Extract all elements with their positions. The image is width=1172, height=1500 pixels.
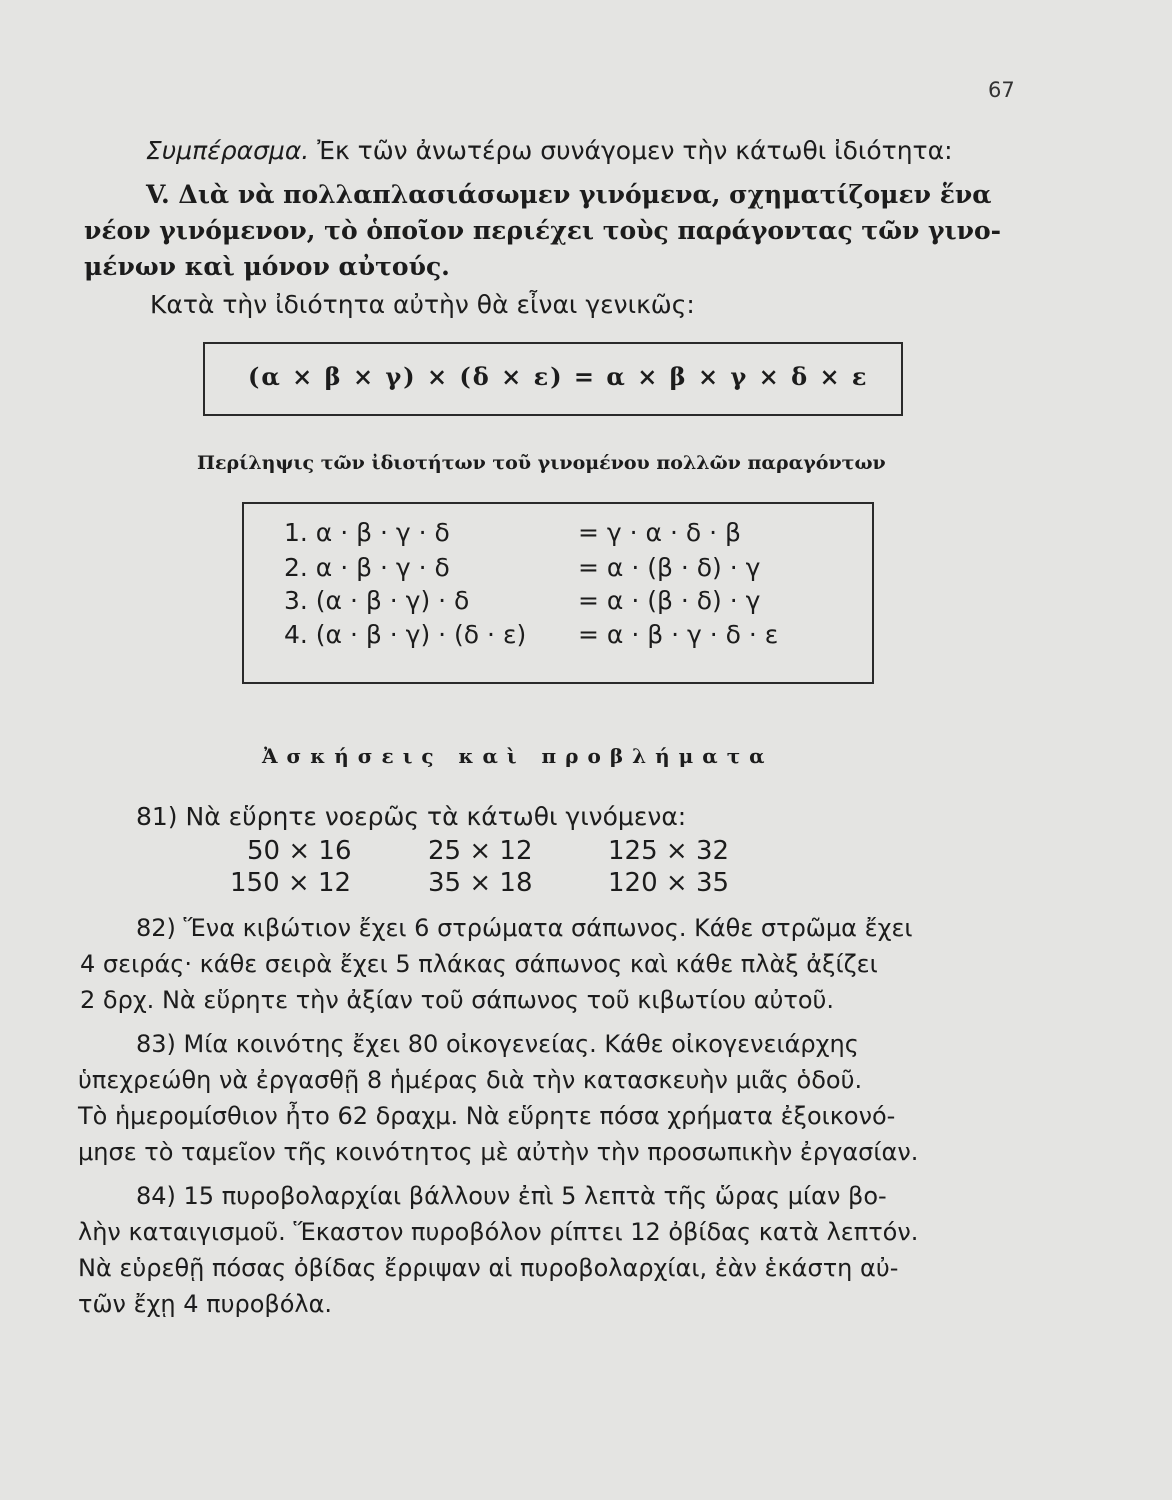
general-intro: Κατὰ τὴν ἰδιότητα αὐτὴν θὰ εἶναι γενικῶς:	[150, 290, 695, 319]
exercise-84-line-2: λὴν καταιγισμοῦ. Ἕκαστον πυροβόλον ρίπτει 12 ὀβίδας κατὰ λεπτόν.	[78, 1218, 919, 1246]
property-2-left: 2. α · β · γ · δ	[284, 553, 450, 582]
exercise-81-intro: 81) Νὰ εὕρητε νοερῶς τὰ κάτωθι γινόμενα:	[136, 802, 687, 831]
property-v-line-3: μένων καὶ μόνον αὐτούς.	[84, 252, 450, 281]
exercise-84-line-4: τῶν ἔχῃ 4 πυροβόλα.	[78, 1290, 333, 1318]
conclusion-line	[146, 136, 953, 165]
exercise-83-line-4: μησε τὸ ταμεῖον τῆς κοινότητος μὲ αὐτὴν τὴν προσωπικὴν ἐργασίαν.	[78, 1138, 919, 1166]
exercise-84-line-1: 84) 15 πυροβολαρχίαι βάλλουν ἐπὶ 5 λεπτὰ τῆς ὥρας μίαν βο-	[136, 1182, 887, 1210]
exercise-81-r2c2: 35 × 18	[428, 868, 533, 898]
exercise-82-line-1: 82) Ἕνα κιβώτιον ἔχει 6 στρώματα σάπωνος. Κάθε στρῶμα ἔχει	[136, 914, 913, 942]
exercise-83-line-2: ὑπεχρεώθη νὰ ἐργασθῇ 8 ἡμέρας διὰ τὴν κατασκευὴν μιᾶς ὁδοῦ.	[78, 1066, 863, 1094]
page-number: 67	[988, 78, 1015, 102]
property-4-left: 4. (α · β · γ) · (δ · ε)	[284, 620, 527, 649]
exercise-83-line-1: 83) Μία κοινότης ἔχει 80 οἰκογενείας. Κάθε οἰκογενειάρχης	[136, 1030, 859, 1058]
exercise-81-r1c2: 25 × 12	[428, 836, 533, 866]
summary-caption: Περίληψις τῶν ἰδιοτήτων τοῦ γινομένου πολλῶν παραγόντων	[197, 452, 886, 474]
property-v-line-1: V. Διὰ νὰ πολλαπλασιάσωμεν γινόμενα, σχηματίζομεν ἕνα	[146, 180, 992, 209]
property-4-right: = α · β · γ · δ · ε	[578, 620, 779, 649]
property-v-line-2: νέον γινόμενον, τὸ ὁποῖον περιέχει τοὺς παράγοντας τῶν γινο-	[84, 216, 1002, 245]
exercise-82-line-3: 2 δρχ. Νὰ εὕρητε τὴν ἀξίαν τοῦ σάπωνος τοῦ κιβωτίου αὐτοῦ.	[80, 986, 835, 1014]
conclusion-label: Συμπέρασμα.	[146, 136, 310, 165]
property-3-right: = α · (β · δ) · γ	[578, 586, 761, 615]
property-1-right: = γ · α · δ · β	[578, 518, 741, 547]
exercises-title: Ἀσκήσεις καὶ προβλήματα	[262, 744, 774, 768]
exercise-82-line-2: 4 σειράς· κάθε σειρὰ ἔχει 5 πλάκας σάπωνος καὶ κάθε πλὰξ ἀξίζει	[80, 950, 878, 978]
exercise-81-r1c3: 125 × 32	[608, 836, 730, 866]
conclusion-text: Ἐκ τῶν ἀνωτέρω συνάγομεν τὴν κάτωθι ἰδιότητα:	[309, 136, 953, 165]
general-formula: (α × β × γ) × (δ × ε) = α × β × γ × δ × ε	[248, 362, 869, 391]
exercise-81-r2c1: 150 × 12	[230, 868, 352, 898]
property-2-right: = α · (β · δ) · γ	[578, 553, 761, 582]
exercise-81-r2c3: 120 × 35	[608, 868, 730, 898]
property-3-left: 3. (α · β · γ) · δ	[284, 586, 470, 615]
exercise-84-line-3: Νὰ εὑρεθῇ πόσας ὀβίδας ἔρριψαν αἱ πυροβολαρχίαι, ἐὰν ἑκάστη αὐ-	[78, 1254, 899, 1282]
property-1-left: 1. α · β · γ · δ	[284, 518, 450, 547]
exercise-81-r1c1: 50 × 16	[247, 836, 352, 866]
exercise-83-line-3: Τὸ ἡμερομίσθιον ἦτο 62 δραχμ. Νὰ εὕρητε πόσα χρήματα ἐξοικονό-	[78, 1102, 896, 1130]
